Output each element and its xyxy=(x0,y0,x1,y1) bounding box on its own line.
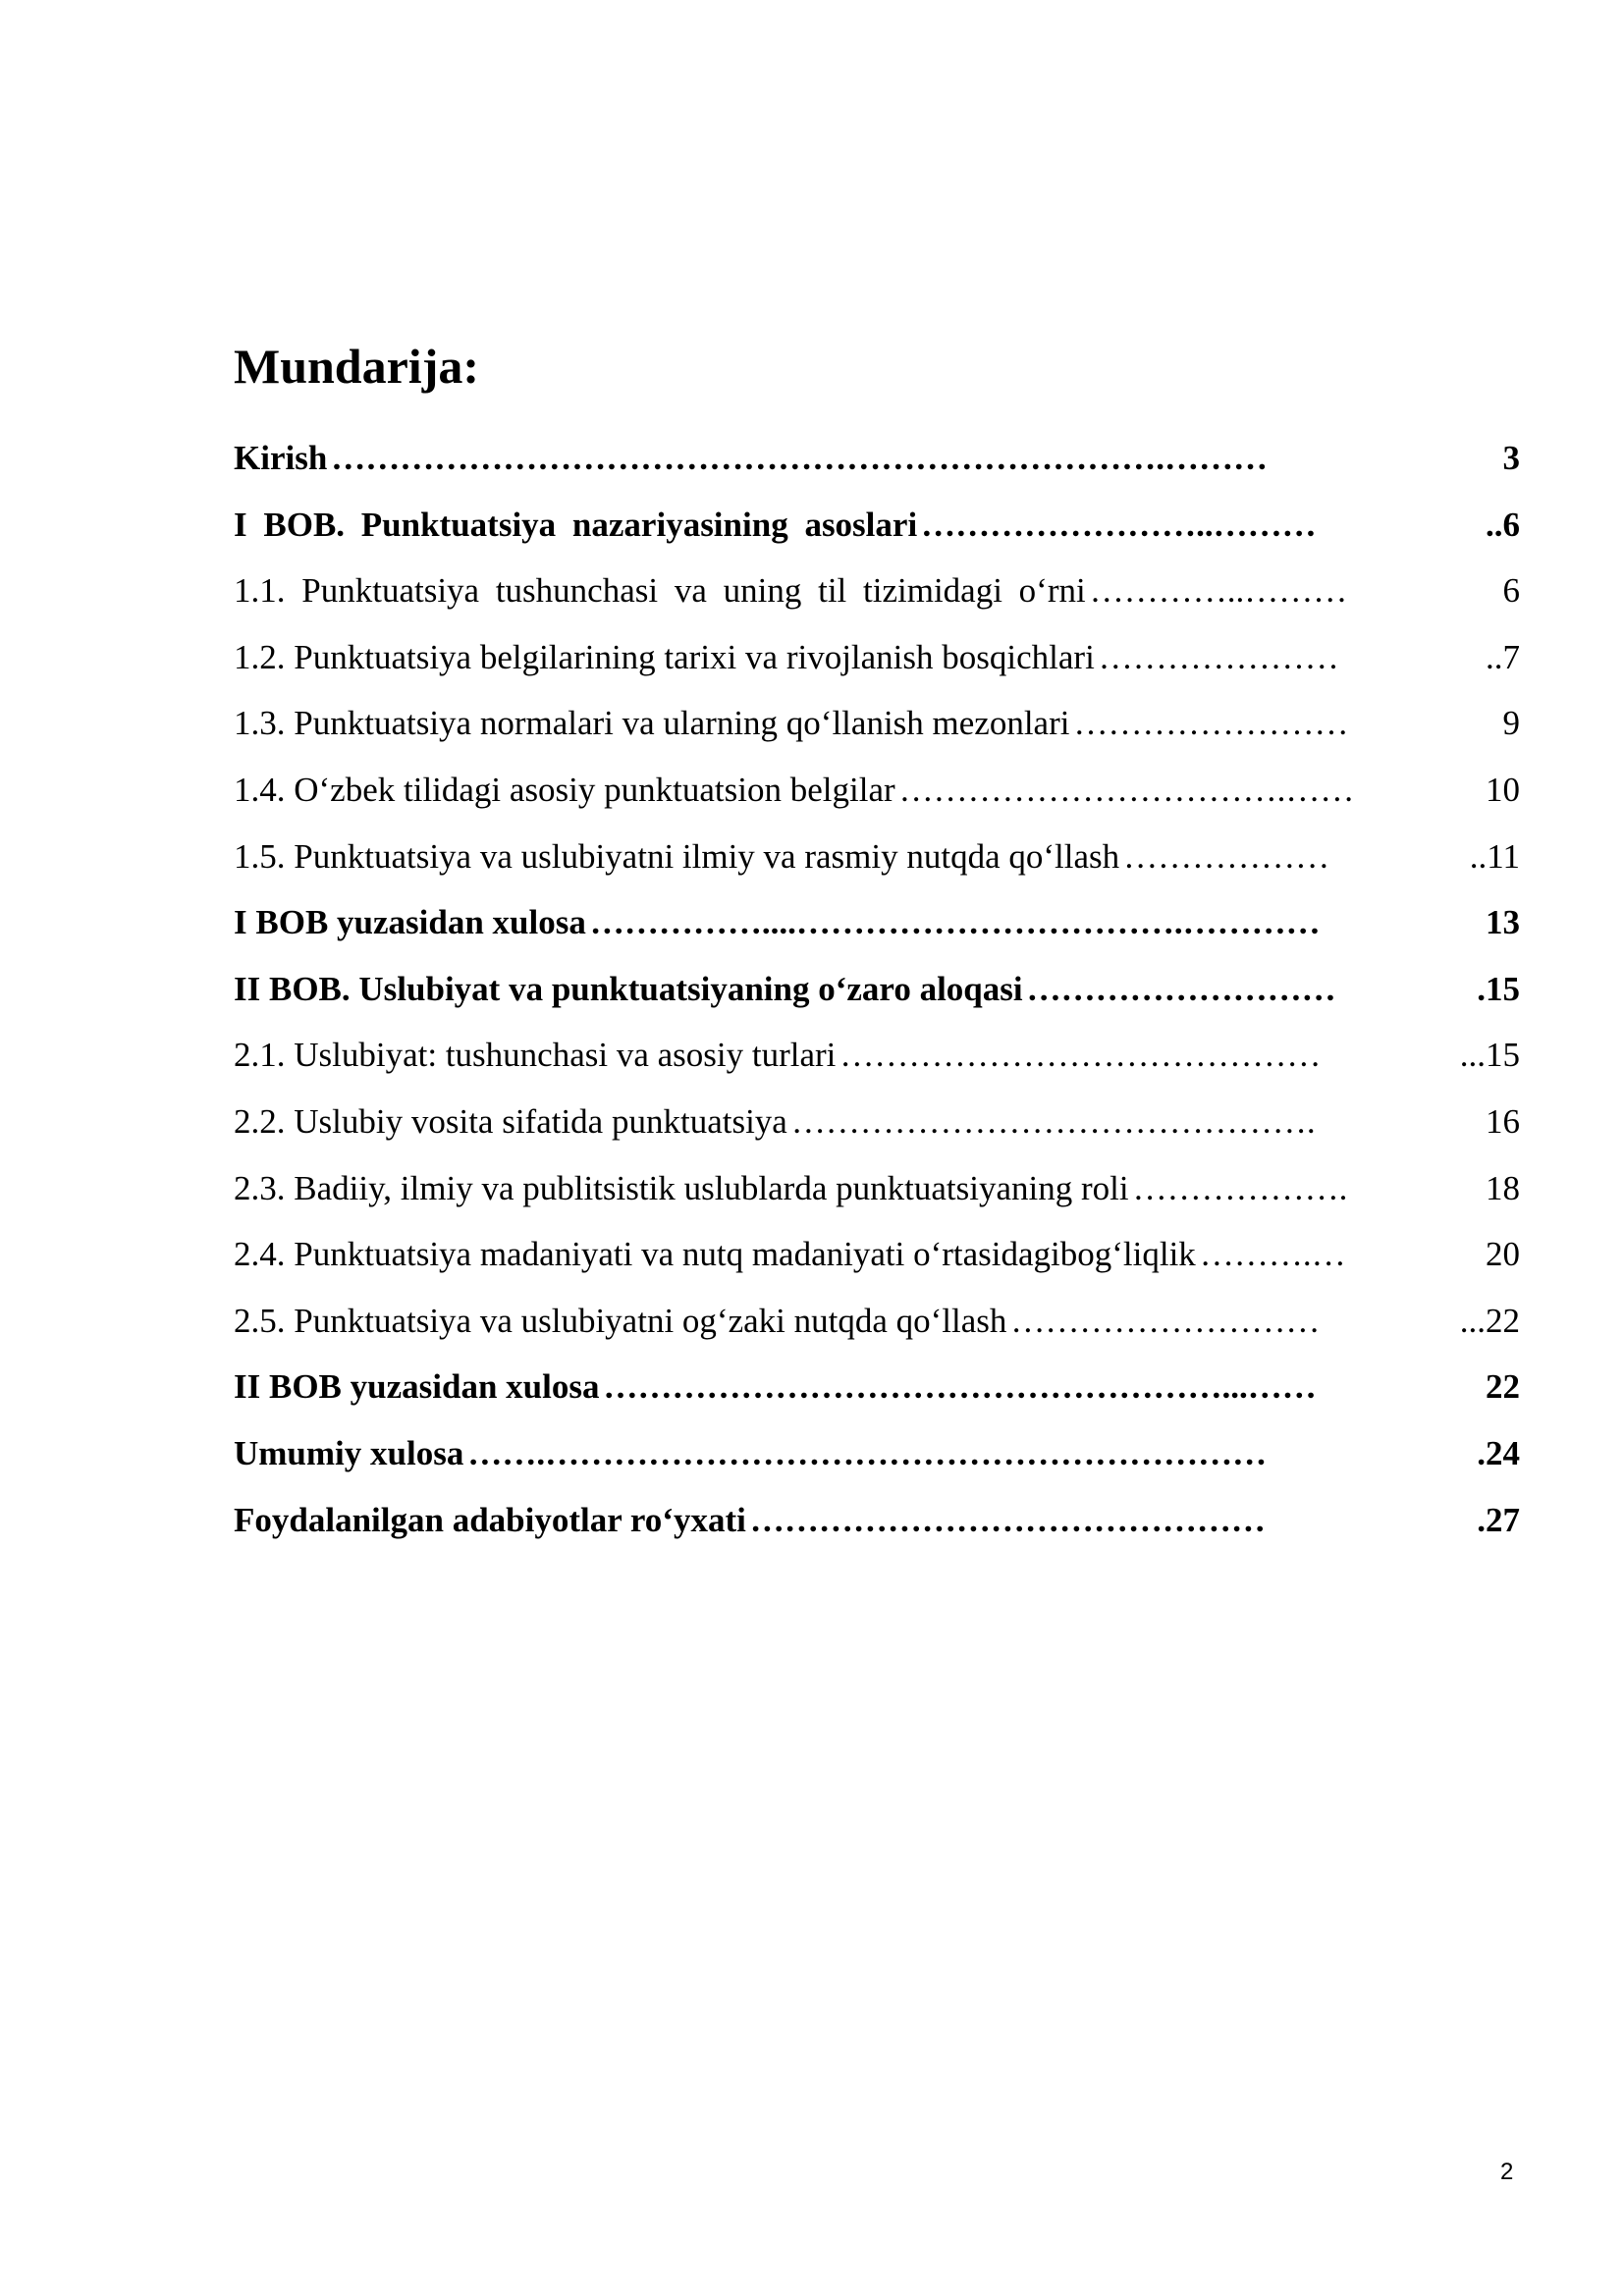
toc-entry-leader: ……….… xyxy=(1199,1235,1346,1274)
page-title: Mundarija: xyxy=(234,339,479,394)
toc-entry-leader: …………..……… xyxy=(1089,571,1348,611)
toc-entry-page: 20 xyxy=(1486,1235,1520,1274)
toc-entry-leader: ……………………… xyxy=(1010,1301,1321,1340)
toc-entry-1-3[interactable] xyxy=(234,690,1520,757)
toc-entry-title: II BOB yuzasidan xulosa xyxy=(234,1367,600,1407)
toc-entry-title: 1.4. O‘zbek tilidagi asosiy punktuatsion belgilar xyxy=(234,770,895,809)
toc-entry-title: 2.4. Punktuatsiya madaniyati va nutq madaniyati o‘rtasidagibog‘liqlik xyxy=(234,1235,1196,1274)
toc-entry-leader: ……………………………………………………………….……… xyxy=(331,439,1269,477)
toc-entry-2-4[interactable] xyxy=(234,1221,1520,1288)
toc-entry-page: 13 xyxy=(1486,903,1520,942)
toc-entry-leader: ……………………..……… xyxy=(921,505,1317,544)
toc-entry-2-1[interactable] xyxy=(234,1022,1520,1089)
toc-entry-page: ...22 xyxy=(1459,1301,1520,1340)
toc-entry-title: 2.5. Punktuatsiya va uslubiyatni og‘zaki nutqda qo‘llash xyxy=(234,1301,1007,1340)
toc-entry-leader: ………………. xyxy=(1132,1168,1348,1207)
toc-entry-1-5[interactable] xyxy=(234,824,1520,890)
toc-entry-chapter-2-conclusion[interactable] xyxy=(234,1354,1520,1420)
toc-entry-page: 18 xyxy=(1486,1168,1520,1207)
toc-entry-title: 1.5. Punktuatsiya va uslubiyatni ilmiy va rasmiy nutqda qo‘llash xyxy=(234,836,1120,876)
toc-entry-page: .24 xyxy=(1477,1433,1520,1472)
toc-entry-kirish[interactable] xyxy=(234,425,1520,492)
toc-entry-leader: ……………… xyxy=(1123,836,1330,876)
toc-entry-leader: ………………………………………. xyxy=(790,1101,1316,1141)
toc-entry-leader: …………………………….…… xyxy=(898,770,1355,809)
toc-entry-page: 9 xyxy=(1502,704,1520,743)
toc-entry-title: II BOB. Uslubiyat va punktuatsiyaning o‘zaro aloqasi xyxy=(234,969,1023,1008)
toc-entry-leader: ……………………… xyxy=(1026,969,1336,1008)
toc-entry-title: Foydalanilgan adabiyotlar ro‘yxati xyxy=(234,1500,746,1539)
toc-entry-title: I BOB yuzasidan xulosa xyxy=(234,903,586,942)
toc-entry-page: .27 xyxy=(1477,1500,1520,1539)
toc-entry-title: 1.1. Punktuatsiya tushunchasi va uning til tizimidagi o‘rni xyxy=(234,571,1086,611)
toc-entry-1-1[interactable] xyxy=(234,558,1520,624)
toc-entry-page: ...15 xyxy=(1459,1036,1520,1075)
toc-entry-title: Umumiy xulosa xyxy=(234,1433,464,1472)
toc-entry-page: .15 xyxy=(1477,969,1520,1008)
toc-entry-title: 2.2. Uslubiy vosita sifatida punktuatsiya xyxy=(234,1101,787,1141)
toc-entry-page: 22 xyxy=(1486,1367,1520,1407)
toc-entry-page: 16 xyxy=(1486,1101,1520,1141)
toc-entry-chapter-1[interactable] xyxy=(234,492,1520,559)
toc-entry-title: Kirish xyxy=(234,439,328,477)
toc-entry-page: 3 xyxy=(1502,439,1520,477)
toc-entry-2-5[interactable] xyxy=(234,1288,1520,1355)
toc-entry-leader: ……………………………………… xyxy=(749,1500,1266,1539)
toc-entry-title: 1.3. Punktuatsiya normalari va ularning qo‘llanish mezonlari xyxy=(234,704,1070,743)
toc-entry-chapter-1-conclusion[interactable] xyxy=(234,889,1520,956)
table-of-contents xyxy=(234,425,1520,1553)
toc-entry-title: 2.3. Badiiy, ilmiy va publitsistik uslublarda punktuatsiyaning roli xyxy=(234,1168,1129,1207)
toc-entry-title: 2.1. Uslubiyat: tushunchasi va asosiy turlari xyxy=(234,1036,837,1075)
toc-entry-leader: …………………………………… xyxy=(839,1036,1322,1075)
toc-entry-2-3[interactable] xyxy=(234,1155,1520,1222)
toc-entry-leader: ………………………………………………...…… xyxy=(603,1367,1317,1407)
toc-entry-page: ..7 xyxy=(1486,637,1520,676)
toc-entry-leader: ……………....…………………………….………… xyxy=(589,903,1321,942)
toc-entry-leader: …….……………………………………………………… xyxy=(467,1433,1268,1472)
toc-entry-leader: ………………… xyxy=(1098,637,1339,676)
toc-entry-bibliography[interactable] xyxy=(234,1487,1520,1554)
toc-entry-title: 1.2. Punktuatsiya belgilarining tarixi va rivojlanish bosqichlari xyxy=(234,637,1095,676)
toc-entry-1-2[interactable] xyxy=(234,624,1520,691)
toc-entry-page: 10 xyxy=(1486,770,1520,809)
toc-entry-page: ..6 xyxy=(1486,505,1520,544)
toc-entry-2-2[interactable] xyxy=(234,1089,1520,1155)
page-number: 2 xyxy=(1500,2159,1514,2185)
toc-entry-general-conclusion[interactable] xyxy=(234,1420,1520,1487)
toc-entry-page: ..11 xyxy=(1469,836,1520,876)
toc-entry-title: I BOB. Punktuatsiya nazariyasining asoslari xyxy=(234,505,918,544)
toc-entry-page: 6 xyxy=(1502,571,1520,611)
toc-entry-chapter-2[interactable] xyxy=(234,956,1520,1023)
toc-entry-1-4[interactable] xyxy=(234,757,1520,824)
toc-entry-leader: …………………… xyxy=(1073,704,1349,743)
